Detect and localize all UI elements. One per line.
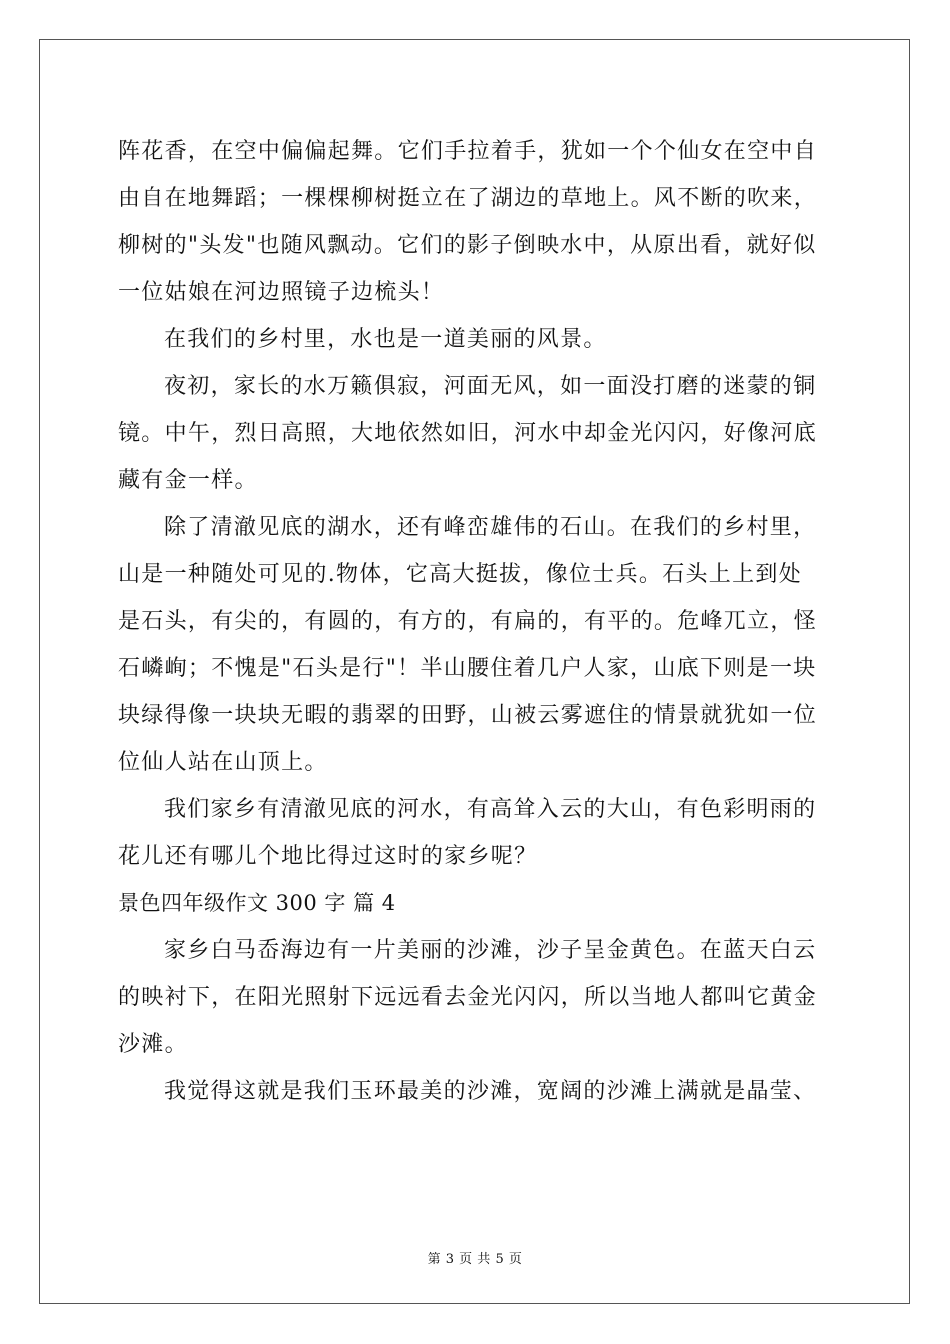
text-line: 石嶙峋；不愧是"石头是行"！半山腰住着几户人家，山底下则是一块 [118, 656, 817, 681]
text-line: 藏有金一样。 [118, 468, 258, 493]
paragraph-start: 在我们的乡村里，水也是一道美丽的风景。 [164, 327, 607, 352]
text-line: 山是一种随处可见的.物体，它高大挺拔，像位士兵。石头上上到处 [118, 562, 802, 587]
text-line: 沙滩。 [118, 1032, 188, 1057]
paragraph-start: 除了清澈见底的湖水，还有峰峦雄伟的石山。在我们的乡村里， [164, 515, 817, 540]
paragraph-start: 家乡白马岙海边有一片美丽的沙滩，沙子呈金黄色。在蓝天白云 [164, 938, 817, 963]
text-line: 由自在地舞蹈；一棵棵柳树挺立在了湖边的草地上。风不断的吹来， [118, 186, 818, 211]
text-line: 阵花香，在空中偏偏起舞。它们手拉着手，犹如一个个仙女在空中自 [118, 139, 818, 164]
paragraph-start: 我们家乡有清澈见底的河水，有高耸入云的大山，有色彩明雨的 [164, 797, 817, 822]
document-body [118, 128, 832, 1115]
text-line: 块绿得像一块块无暇的翡翠的田野，山被云雾遮住的情景就犹如一位 [118, 703, 818, 728]
text-line: 花儿还有哪儿个地比得过这时的家乡呢？ [118, 844, 538, 869]
page-number-footer: 第 3 页 共 5 页 [427, 1252, 523, 1267]
paragraph-start: 我觉得这就是我们玉环最美的沙滩，宽阔的沙滩上满就是晶莹、 [164, 1079, 817, 1104]
text-line: 镜。中午，烈日高照，大地依然如旧，河水中却金光闪闪，好像河底 [118, 421, 818, 446]
text-line: 柳树的"头发"也随风飘动。它们的影子倒映水中，从原出看，就好似 [118, 233, 817, 258]
text-line: 一位姑娘在河边照镜子边梳头！ [118, 280, 445, 305]
text-line: 位仙人站在山顶上。 [118, 750, 328, 775]
section-heading: 景色四年级作文 300 字 篇 4 [118, 891, 396, 915]
paragraph-start: 夜初，家长的水万籁俱寂，河面无风，如一面没打磨的迷蒙的铜 [164, 374, 817, 399]
text-line: 是石头，有尖的，有圆的，有方的，有扁的，有平的。危峰兀立，怪 [118, 609, 818, 634]
text-line: 的映衬下，在阳光照射下远远看去金光闪闪，所以当地人都叫它黄金 [118, 985, 818, 1010]
